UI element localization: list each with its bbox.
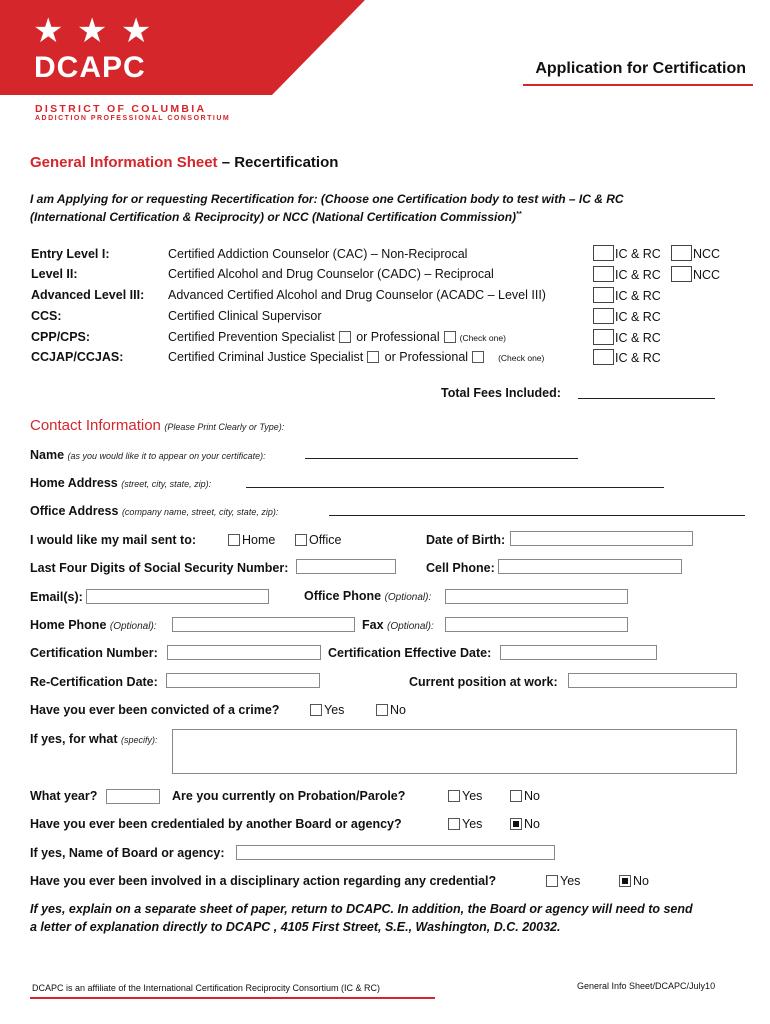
ncc-label: NCC: [693, 268, 721, 282]
office-address-line[interactable]: [329, 515, 745, 516]
specialist-checkbox[interactable]: [367, 351, 379, 363]
ssn-label: Last Four Digits of Social Security Number:: [30, 561, 289, 575]
ncc-checkbox[interactable]: [671, 266, 692, 282]
ic-rc-option: [593, 287, 661, 303]
crime-no-option: [376, 703, 406, 717]
ic-rc-checkbox[interactable]: [593, 349, 614, 365]
contact-title: [30, 417, 284, 434]
if-yes-text: If yes, for what: [30, 732, 118, 746]
ic-rc-label: IC & RC: [615, 289, 661, 303]
explain-line-2: a letter of explanation directly to DCAPC , 4105 First Street, S.E., Washington, D.C. 20032.: [30, 920, 561, 934]
fax-text: Fax: [362, 618, 384, 632]
email-field[interactable]: [86, 589, 269, 604]
cert-row-desc: Advanced Certified Alcohol and Drug Counselor (ACADC – Level III): [168, 288, 546, 302]
probation-yes-label: Yes: [462, 789, 483, 803]
section-title-rest: – Recertification: [217, 154, 339, 171]
credentialed-yes-option: [448, 817, 482, 831]
ic-rc-option: [593, 245, 661, 261]
intro-line-2-text: (International Certification & Reciprocity) or NCC (National Certification Commission): [30, 210, 517, 224]
credentialed-yes-checkbox[interactable]: [448, 818, 460, 830]
crime-yes-option: [310, 703, 344, 717]
mail-office-label: Office: [309, 533, 342, 547]
cert-row-desc: Certified Alcohol and Drug Counselor (CADC) – Reciprocal: [168, 267, 494, 281]
footer-left: DCAPC is an affiliate of the International Certification Reciprocity Consortium (IC & RC): [32, 983, 380, 993]
explain-line-1: If yes, explain on a separate sheet of paper, return to DCAPC. In addition, the Board or agency will need to send: [30, 902, 693, 916]
ic-rc-label: IC & RC: [615, 310, 661, 324]
disciplinary-yes-option: [546, 874, 580, 888]
logo-line2: ADDICTION PROFESSIONAL CONSORTIUM: [35, 115, 231, 122]
cert-desc-mid: or Professional: [381, 350, 469, 364]
contact-title-hint: (Please Print Clearly or Type):: [164, 422, 285, 432]
probation-no-checkbox[interactable]: [510, 790, 522, 802]
check-one-note: (Check one): [498, 353, 545, 363]
intro-line-2: [30, 210, 522, 224]
cert-row-label: CPP/CPS:: [31, 330, 91, 344]
cert-desc-mid: or Professional: [352, 330, 440, 344]
probation-yes-checkbox[interactable]: [448, 790, 460, 802]
position-label: Current position at work:: [409, 675, 558, 689]
credentialed-no-option: [510, 817, 540, 831]
cert-row-label: CCJAP/CCJAS:: [31, 350, 124, 364]
probation-question: Are you currently on Probation/Parole?: [172, 789, 406, 803]
ncc-option: [671, 245, 720, 261]
home-phone-text: Home Phone: [30, 618, 107, 632]
credentialed-no-label: No: [524, 817, 540, 831]
cert-row-label: Entry Level I:: [31, 247, 110, 261]
mail-label: I would like my mail sent to:: [30, 533, 197, 547]
office-phone-label: [304, 589, 431, 603]
cert-row-label: Advanced Level III:: [31, 288, 145, 302]
mail-home-checkbox[interactable]: [228, 534, 240, 546]
logo-brand: DCAPC: [34, 51, 146, 84]
crime-specify-field[interactable]: [172, 729, 737, 774]
cell-phone-field[interactable]: [498, 559, 682, 574]
ic-rc-label: IC & RC: [615, 351, 661, 365]
crime-yes-label: Yes: [324, 703, 345, 717]
cert-effective-label: Certification Effective Date:: [328, 646, 492, 660]
disciplinary-question: Have you ever been involved in a disciplinary action regarding any credential?: [30, 874, 497, 888]
disciplinary-no-option: [619, 874, 649, 888]
ic-rc-option: [593, 266, 661, 282]
ic-rc-option: [593, 349, 661, 365]
intro-footnote-mark: **: [516, 211, 522, 218]
cert-row-label: CCS:: [31, 309, 62, 323]
name-line[interactable]: [305, 458, 578, 459]
name-label: [30, 448, 266, 462]
what-year-field[interactable]: [106, 789, 160, 804]
credentialed-no-checkbox[interactable]: [510, 818, 522, 830]
cert-desc-text: Certified Criminal Justice Specialist: [168, 350, 364, 364]
disciplinary-no-checkbox[interactable]: [619, 875, 631, 887]
ic-rc-label: IC & RC: [615, 268, 661, 282]
crime-no-checkbox[interactable]: [376, 704, 388, 716]
probation-no-label: No: [524, 789, 540, 803]
ic-rc-option: [593, 329, 661, 345]
cert-number-field[interactable]: [167, 645, 321, 660]
credentialed-yes-label: Yes: [462, 817, 483, 831]
office-address-label: [30, 504, 278, 518]
board-name-label: If yes, Name of Board or agency:: [30, 846, 225, 860]
home-address-hint: (street, city, state, zip):: [121, 479, 212, 489]
ic-rc-checkbox[interactable]: [593, 287, 614, 303]
fax-label: [362, 618, 434, 632]
mail-office-checkbox[interactable]: [295, 534, 307, 546]
ic-rc-checkbox[interactable]: [593, 245, 614, 261]
section-title-red: General Information Sheet: [30, 154, 218, 171]
cert-row-desc: Certified Addiction Counselor (CAC) – Non-Reciprocal: [168, 247, 468, 261]
cert-row-desc: Certified Clinical Supervisor: [168, 309, 322, 323]
crime-question: Have you ever been convicted of a crime?: [30, 703, 280, 717]
intro-line-1: I am Applying for or requesting Recertification for: (Choose one Certification body to test with – IC & RC: [30, 192, 624, 206]
email-label: Email(s):: [30, 590, 83, 604]
home-address-line[interactable]: [246, 487, 664, 488]
office-phone-text: Office Phone: [304, 589, 382, 603]
mail-office-option: [295, 533, 341, 547]
dob-label: Date of Birth:: [426, 533, 506, 547]
office-phone-optional: (Optional):: [384, 592, 432, 603]
ic-rc-checkbox[interactable]: [593, 308, 614, 324]
footer-rule: [30, 997, 435, 999]
name-label-text: Name: [30, 448, 65, 462]
home-address-label: [30, 476, 211, 490]
office-phone-field[interactable]: [445, 589, 628, 604]
title-rule: [523, 84, 753, 86]
cell-phone-label: Cell Phone:: [426, 561, 495, 575]
home-phone-field[interactable]: [172, 617, 355, 632]
cert-desc-text: Certified Prevention Specialist: [168, 330, 335, 344]
cert-row-desc: [168, 350, 544, 364]
cert-row-label: Level II:: [31, 267, 78, 281]
total-fees-label: Total Fees Included:: [441, 386, 561, 400]
board-name-field[interactable]: [236, 845, 555, 860]
if-yes-specify: (specify):: [121, 735, 158, 745]
ssn-field[interactable]: [296, 559, 396, 574]
ncc-checkbox[interactable]: [671, 245, 692, 261]
office-address-text: Office Address: [30, 504, 119, 518]
logo-line1: DISTRICT OF COLUMBIA: [35, 103, 207, 115]
document-title: Application for Certification: [535, 60, 746, 77]
total-fees-line[interactable]: [578, 398, 715, 399]
cert-number-label: Certification Number:: [30, 646, 158, 660]
footer-right: General Info Sheet/DCAPC/July10: [577, 981, 716, 991]
credentialed-question: Have you ever been credentialed by another Board or agency?: [30, 817, 402, 831]
crime-yes-checkbox[interactable]: [310, 704, 322, 716]
ic-rc-checkbox[interactable]: [593, 266, 614, 282]
name-hint: (as you would like it to appear on your certificate):: [67, 451, 266, 461]
fax-field[interactable]: [445, 617, 628, 632]
professional-checkbox[interactable]: [472, 351, 484, 363]
home-address-text: Home Address: [30, 476, 118, 490]
home-phone-optional: (Optional):: [109, 621, 157, 632]
disciplinary-yes-label: Yes: [560, 874, 581, 888]
specialist-checkbox[interactable]: [339, 331, 351, 343]
mail-home-label: Home: [242, 533, 276, 547]
if-yes-label: [30, 732, 158, 746]
ncc-label: NCC: [693, 247, 721, 261]
ic-rc-option: [593, 308, 661, 324]
check-one-note: (Check one): [459, 333, 506, 343]
probation-no-option: [510, 789, 540, 803]
what-year-label: What year?: [30, 789, 98, 803]
home-phone-label: [30, 618, 157, 632]
ic-rc-checkbox[interactable]: [593, 329, 614, 345]
logo-stars: ★ ★ ★: [33, 12, 154, 50]
disciplinary-yes-checkbox[interactable]: [546, 875, 558, 887]
position-field[interactable]: [568, 673, 737, 688]
office-address-hint: (company name, street, city, state, zip):: [121, 507, 279, 517]
fax-optional: (Optional):: [387, 621, 434, 632]
logo-banner: [0, 0, 365, 95]
probation-yes-option: [448, 789, 482, 803]
mail-home-option: [228, 533, 275, 547]
professional-checkbox[interactable]: [444, 331, 456, 343]
dob-field[interactable]: [510, 531, 693, 546]
cert-effective-field[interactable]: [500, 645, 657, 660]
crime-no-label: No: [390, 703, 406, 717]
cert-row-desc: [168, 330, 506, 344]
section-title: [30, 154, 338, 171]
ncc-option: [671, 266, 720, 282]
disciplinary-no-label: No: [633, 874, 649, 888]
contact-title-text: Contact Information: [30, 417, 161, 434]
recert-date-label: Re-Certification Date:: [30, 675, 158, 689]
recert-date-field[interactable]: [166, 673, 320, 688]
ic-rc-label: IC & RC: [615, 331, 661, 345]
ic-rc-label: IC & RC: [615, 247, 661, 261]
